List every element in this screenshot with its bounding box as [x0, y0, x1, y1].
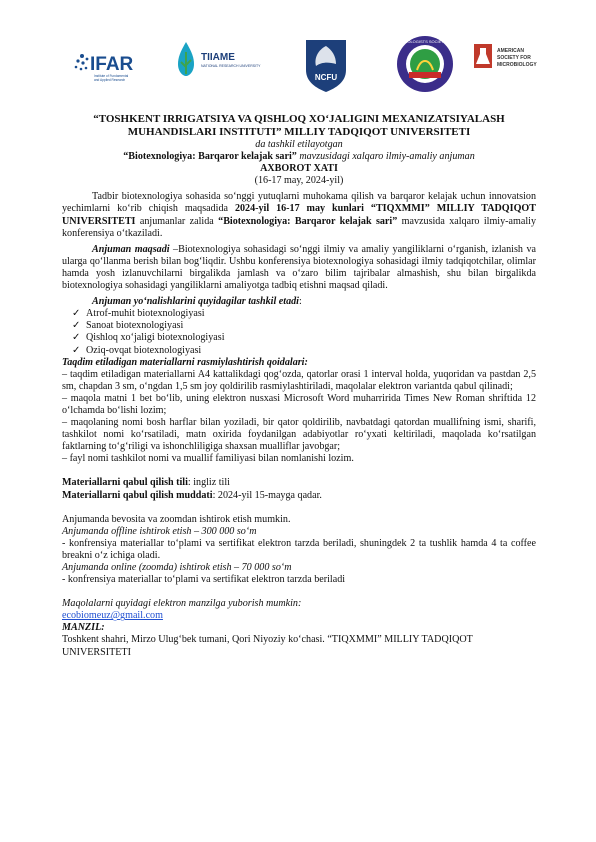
section-item-label: Sanoat biotexnologiyasi — [86, 320, 184, 332]
online-fee: Anjumanda online (zoomda) ishtirok etish – 70 000 so‘m — [62, 562, 292, 573]
online-details: - konfrensiya materiallar to‘plami va sertifikat elektron tarzda beriladi — [62, 574, 346, 586]
rule-3: – maqolaning nomi bosh harflar bilan yoziladi, bir qator qoldirilib, navbatdagi qatordan muallifning ismi, sharifi, tashkilot nomi ko‘rsatiladi, matn oxirida foydanilgan adabiyotlar ro‘yxati keltiriladi, maqolada ko‘rsatilgan faktlarning to‘g‘riligi va ishonchliligiga shaxsan mualliflar javobgar; — [62, 417, 536, 453]
svg-text:BIOLOGISTS SOCIETY: BIOLOGISTS SOCIETY — [403, 39, 447, 44]
ifar-name: IFAR — [90, 54, 134, 75]
participation-intro: Anjumanda bevosita va zoomdan ishtirok etish mumkin. — [62, 513, 291, 525]
sections-list — [62, 308, 536, 356]
deadline-value: : 2024-yil 15-mayga qadar. — [212, 489, 322, 501]
ncfu-logo — [302, 34, 350, 94]
sections-colon: : — [298, 296, 302, 308]
goal-label: Anjuman maqsadi — [92, 243, 170, 255]
section-item-label: Qishloq xo‘jaligi biotexnologiyasi — [86, 332, 225, 344]
intro-text-3: mavzusida xalqaro ilmiy-amaliy konferensiya o‘tkaziladi. — [62, 215, 536, 239]
offline-fee: Anjumanda offline ishtirok etish – 300 000 so‘m — [62, 525, 257, 537]
conference-suffix: mavzusidagi xalqaro ilmiy-amaliy anjuman — [296, 151, 475, 163]
asm-line3: MICROBIOLOGY — [497, 62, 537, 68]
language-label: Materiallarni qabul qilish tili — [62, 477, 188, 489]
asm-logo — [470, 34, 550, 94]
deadline-label: Materiallarni qabul qilish muddati — [62, 489, 213, 501]
intro-text-2: anjumanlar zalida — [135, 215, 219, 227]
conference-line — [62, 151, 536, 163]
title-line-1: “TOSHKENT IRRIGATSIYA VA QISHLOQ XO‘JALIGINI MEXANIZATSIYALASH — [93, 113, 505, 125]
deadline-line — [62, 490, 536, 502]
section-item-label: Atrof-muhit biotexnologiyasi — [86, 308, 205, 320]
asm-line1: AMERICAN — [497, 48, 524, 54]
logo-row — [70, 34, 540, 94]
list-item — [72, 320, 536, 332]
letter-content — [62, 113, 536, 659]
svg-text:Institute of Fundamental: Institute of Fundamental — [94, 74, 129, 78]
biologists-society-logo — [395, 34, 455, 94]
goal-text: –Biotexnologiya sohasidagi so‘nggi ilmiy va amaliy yangiliklarni o‘rganish, izlanish va ularga qo‘llanma berish bilan bog‘liqdir. Ushbu konferensiya biotexnologiya sohasidagi ilmiy tadqiqotchilar, olimlar hamda yosh izlanuvchilarni birgalikda jamlash va o‘zaro bilim tajribalar almashish, shu bilan birgalikda biotexnologiya sohasidagi yangiliklarni amaliyotga tadbiq etishni maqsad qiladi. — [62, 243, 536, 292]
event-dates: (16-17 may, 2024-yil) — [254, 175, 344, 187]
rules-heading: Taqdim etiladigan materiallarni rasmiylashtirish qoidalari: — [62, 356, 308, 368]
checkmark-icon: ✓ — [72, 320, 81, 332]
intro-bold-1: 2024-yil 16-17 may kunlari “TIQXMMI” MILLIY TADQIQOT UNIVERSITETI — [62, 203, 536, 227]
rule-1: – taqdim etiladigan materiallarni A4 kattalikdagi qog‘ozda, qatorlar orasi 1 interval holda, yuqoridan va pastdan 2,5 sm, chapdan 3 sm, o‘ngdan 1,5 sm joy qoldirilib rasmiylashtiriladi, maqolalar elektron variantda qabul qilinadi; — [62, 368, 536, 392]
tiiame-sub: NATIONAL RESEARCH UNIVERSITY — [201, 64, 261, 68]
organized-line: da tashkil etilayotgan — [255, 139, 343, 150]
address-label: MANZIL: — [62, 622, 105, 634]
intro-text-1: Tadbir biotexnologiya sohasida so‘nggi yutuqlarni muhokama qilish va barqaror kelajak uchun innovatsion yechimlarni ko‘rib chiqish maqsadida — [62, 191, 536, 215]
ncfu-name: NCFU — [314, 73, 338, 82]
tiiame-logo — [170, 34, 285, 94]
list-item — [72, 344, 536, 357]
sections-label: Anjuman yo‘nalishlarini quyidagilar tashkil etadi — [92, 296, 299, 308]
rule-4: – fayl nomi tashkilot nomi va muallif familiyasi bilan nomlanishi lozim. — [62, 453, 354, 465]
asm-line2: SOCIETY FOR — [497, 55, 531, 61]
language-value: : ingliz tili — [187, 477, 230, 489]
ifar-logo — [70, 34, 158, 94]
goal-paragraph — [62, 244, 536, 292]
email-link[interactable]: ecobiomeuz@gmail.com — [62, 610, 163, 622]
conference-name: “Biotexnologiya: Barqaror kelajak sari” — [123, 151, 297, 163]
title-line-2: MUHANDISLARI INSTITUTI” MILLIY TADQIQOT UNIVERSITETI — [127, 126, 471, 138]
list-item — [72, 332, 536, 344]
email-line — [62, 610, 536, 622]
checkmark-icon: ✓ — [72, 332, 81, 344]
sections-heading — [62, 296, 536, 308]
language-line — [62, 477, 536, 489]
offline-details: - konfrensiya materiallar to‘plami va sertifikat elektron tarzda beriladi, shuningdek 2 ta tushlik hamda 4 ta coffee breakni o‘z ichiga oladi. — [62, 537, 536, 561]
address-text: Toshkent shahri, Mirzo Ulug‘bek tumani, Qori Niyoziy ko‘chasi. “TIQXMMI” MILLIY TADQIQOT UNIVERSITETI — [62, 634, 473, 658]
document-type: AXBOROT XATI — [260, 163, 338, 175]
intro-paragraph — [62, 191, 536, 239]
rule-2: – maqola matni 1 bet bo‘lib, uning elektron nusxasi Microsoft Word muharririda Times New Roman shriftida 12 o‘lchamda bo‘lishi lozim; — [62, 392, 536, 416]
checkmark-icon: ✓ — [72, 344, 81, 356]
list-item — [72, 308, 536, 320]
checkmark-icon: ✓ — [72, 308, 81, 320]
tiiame-name: TIIAME — [201, 52, 235, 63]
intro-bold-2: “Biotexnologiya: Barqaror kelajak sari” — [218, 215, 398, 227]
svg-text:and Applied Research: and Applied Research — [94, 78, 126, 82]
section-item-label: Oziq-ovqat biotexnologiyasi — [86, 344, 202, 356]
send-instructions: Maqolalarni quyidagi elektron manzilga yuborish mumkin: — [62, 598, 302, 610]
